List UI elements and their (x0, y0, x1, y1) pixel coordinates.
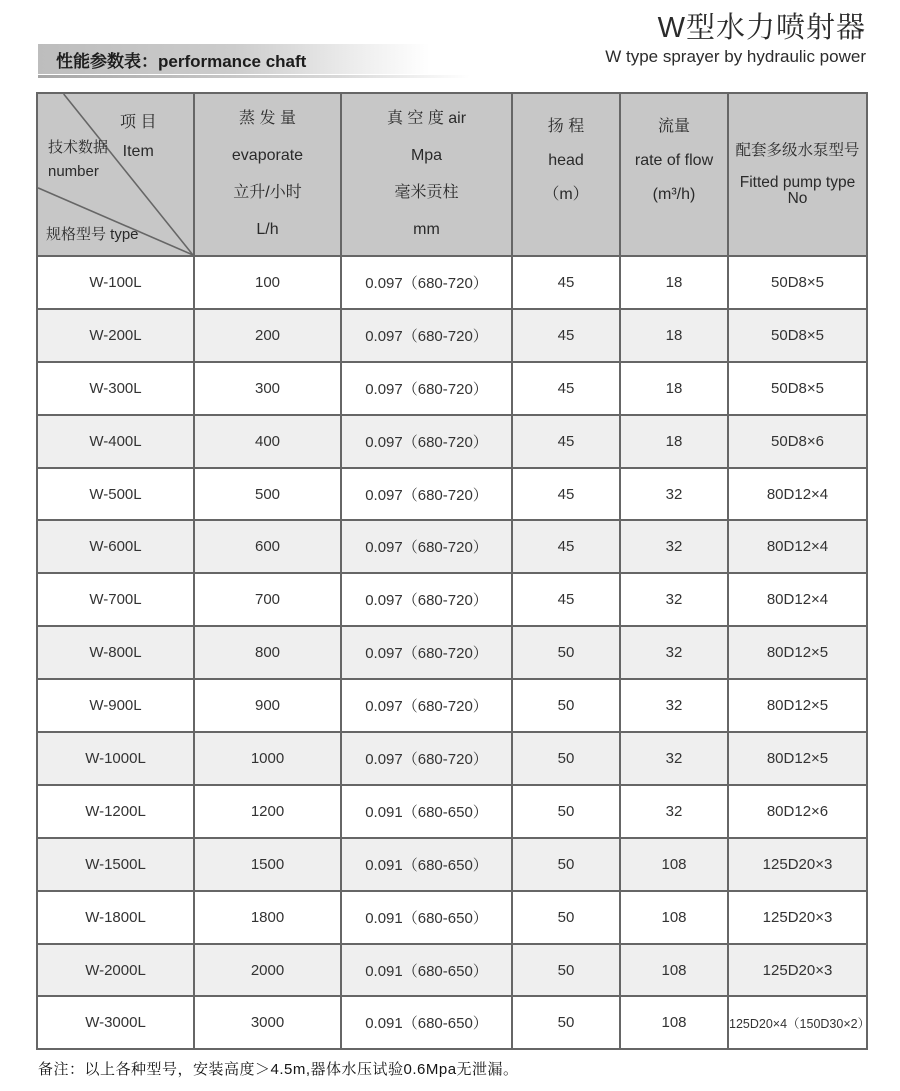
cell-flow: 32 (620, 626, 728, 679)
cell-evaporate: 1800 (194, 891, 341, 944)
column-header-pump (728, 93, 867, 256)
flow-en: rate of flow (634, 151, 714, 169)
table-row (37, 679, 867, 732)
cell-flow: 18 (620, 415, 728, 468)
cell-model: W-2000L (37, 944, 194, 997)
vacuum-zh: 真 空 度 air (386, 110, 467, 127)
corner-item-en: Item (122, 143, 154, 160)
cell-vacuum: 0.091（680-650） (341, 944, 512, 997)
table-row (37, 256, 867, 309)
cell-model: W-700L (37, 573, 194, 626)
pump-en: Fitted pump type No (739, 174, 856, 207)
cell-head: 45 (512, 520, 620, 573)
cell-evaporate: 100 (194, 256, 341, 309)
table-row (37, 785, 867, 838)
table-row (37, 468, 867, 521)
table-row (37, 415, 867, 468)
corner-number-en: number (48, 163, 99, 180)
cell-flow: 18 (620, 256, 728, 309)
cell-head: 50 (512, 891, 620, 944)
cell-flow: 32 (620, 468, 728, 521)
cell-evaporate: 500 (194, 468, 341, 521)
cell-vacuum: 0.097（680-720） (341, 362, 512, 415)
cell-head: 45 (512, 309, 620, 362)
corner-label-type: 规格型号 type (46, 226, 139, 243)
column-header-evaporate (194, 93, 341, 256)
page-title-en: W type sprayer by hydraulic power (605, 47, 866, 66)
cell-head: 45 (512, 573, 620, 626)
table-row (37, 520, 867, 573)
cell-model: W-600L (37, 520, 194, 573)
cell-evaporate: 600 (194, 520, 341, 573)
table-header (37, 93, 867, 256)
cell-model: W-300L (37, 362, 194, 415)
header-row (37, 93, 867, 256)
cell-flow: 32 (620, 732, 728, 785)
cell-evaporate: 300 (194, 362, 341, 415)
cell-flow: 18 (620, 362, 728, 415)
cell-model: W-1800L (37, 891, 194, 944)
cell-head: 50 (512, 944, 620, 997)
evaporate-unit-zh: 立升/小时 (233, 184, 302, 201)
cell-vacuum: 0.097（680-720） (341, 626, 512, 679)
cell-evaporate: 1200 (194, 785, 341, 838)
corner-number-zh: 技术数据 (48, 139, 109, 156)
column-header-vacuum (341, 93, 512, 256)
cell-flow: 32 (620, 785, 728, 838)
cell-flow: 108 (620, 944, 728, 997)
head-en: head (548, 151, 584, 169)
cell-pump: 80D12×4 (728, 573, 867, 626)
cell-vacuum: 0.097（680-720） (341, 520, 512, 573)
cell-vacuum: 0.097（680-720） (341, 415, 512, 468)
cell-vacuum: 0.091（680-650） (341, 785, 512, 838)
cell-pump: 80D12×5 (728, 679, 867, 732)
table-row (37, 626, 867, 679)
cell-head: 50 (512, 785, 620, 838)
cell-vacuum: 0.097（680-720） (341, 573, 512, 626)
cell-model: W-100L (37, 256, 194, 309)
cell-pump: 50D8×5 (728, 309, 867, 362)
cell-vacuum: 0.097（680-720） (341, 309, 512, 362)
cell-evaporate: 2000 (194, 944, 341, 997)
cell-pump: 50D8×5 (728, 256, 867, 309)
cell-flow: 108 (620, 996, 728, 1049)
flow-zh: 流量 (657, 117, 690, 135)
cell-flow: 32 (620, 573, 728, 626)
cell-flow: 18 (620, 309, 728, 362)
cell-head: 50 (512, 626, 620, 679)
table-row (37, 996, 867, 1049)
head-zh: 扬 程 (547, 117, 585, 135)
cell-pump: 80D12×5 (728, 732, 867, 785)
corner-label-item (120, 115, 156, 160)
performance-table (36, 92, 871, 1050)
head-unit: （m） (543, 185, 589, 203)
cell-pump: 80D12×4 (728, 468, 867, 521)
section-bar (38, 44, 430, 74)
corner-label-number (48, 140, 108, 179)
cell-vacuum: 0.091（680-650） (341, 891, 512, 944)
cell-flow: 32 (620, 520, 728, 573)
cell-evaporate: 900 (194, 679, 341, 732)
cell-head: 50 (512, 996, 620, 1049)
footnote: 备注：以上各种型号，安装高度＞4.5m,器体水压试验0.6Mpa无泄漏。 (38, 1061, 519, 1078)
cell-model: W-500L (37, 468, 194, 521)
cell-flow: 108 (620, 838, 728, 891)
cell-model: W-1500L (37, 838, 194, 891)
cell-vacuum: 0.097（680-720） (341, 679, 512, 732)
cell-model: W-200L (37, 309, 194, 362)
evaporate-unit: L/h (256, 221, 279, 238)
table-row (37, 838, 867, 891)
cell-flow: 32 (620, 679, 728, 732)
cell-evaporate: 1000 (194, 732, 341, 785)
cell-model: W-3000L (37, 996, 194, 1049)
column-header-flow (620, 93, 728, 256)
corner-item-zh: 项 目 (120, 114, 157, 131)
cell-pump: 80D12×4 (728, 520, 867, 573)
cell-pump: 125D20×3 (728, 944, 867, 997)
cell-pump: 50D8×6 (728, 415, 867, 468)
page-titles (605, 5, 866, 67)
table-body (37, 256, 871, 1049)
cell-vacuum: 0.097（680-720） (341, 256, 512, 309)
cell-model: W-1000L (37, 732, 194, 785)
cell-pump: 125D20×4（150D30×2） (728, 996, 867, 1049)
cell-head: 50 (512, 838, 620, 891)
column-header-head (512, 93, 620, 256)
pump-zh: 配套多级水泵型号 (735, 141, 860, 159)
cell-evaporate: 200 (194, 309, 341, 362)
corner-cell (37, 93, 194, 256)
table-row (37, 732, 867, 785)
cell-pump: 50D8×5 (728, 362, 867, 415)
cell-pump: 80D12×6 (728, 785, 867, 838)
cell-head: 45 (512, 415, 620, 468)
evaporate-zh: 蒸 发 量 (239, 110, 296, 127)
cell-evaporate: 400 (194, 415, 341, 468)
page-title-zh: W型水力喷射器 (657, 12, 866, 44)
cell-head: 50 (512, 732, 620, 785)
cell-vacuum: 0.097（680-720） (341, 468, 512, 521)
vacuum-unit1: Mpa (410, 147, 443, 164)
table-row (37, 362, 867, 415)
table-row (37, 944, 867, 997)
table-row (37, 891, 867, 944)
cell-pump: 125D20×3 (728, 891, 867, 944)
cell-model: W-1200L (37, 785, 194, 838)
table-row (37, 573, 867, 626)
cell-model: W-400L (37, 415, 194, 468)
cell-pump: 125D20×3 (728, 838, 867, 891)
cell-head: 45 (512, 256, 620, 309)
vacuum-zh2: 毫米贡柱 (394, 184, 459, 201)
cell-evaporate: 3000 (194, 996, 341, 1049)
flow-unit: (m³/h) (652, 185, 696, 203)
cell-model: W-800L (37, 626, 194, 679)
cell-flow: 108 (620, 891, 728, 944)
cell-model: W-900L (37, 679, 194, 732)
cell-evaporate: 1500 (194, 838, 341, 891)
section-label: 性能参数表：performance chaft (56, 51, 307, 71)
cell-head: 45 (512, 468, 620, 521)
cell-vacuum: 0.097（680-720） (341, 732, 512, 785)
cell-vacuum: 0.091（680-650） (341, 838, 512, 891)
cell-vacuum: 0.091（680-650） (341, 996, 512, 1049)
cell-head: 45 (512, 362, 620, 415)
cell-evaporate: 800 (194, 626, 341, 679)
vacuum-unit2: mm (413, 221, 440, 238)
cell-head: 50 (512, 679, 620, 732)
cell-evaporate: 700 (194, 573, 341, 626)
evaporate-en: evaporate (231, 147, 304, 164)
table-row (37, 309, 867, 362)
cell-pump: 80D12×5 (728, 626, 867, 679)
